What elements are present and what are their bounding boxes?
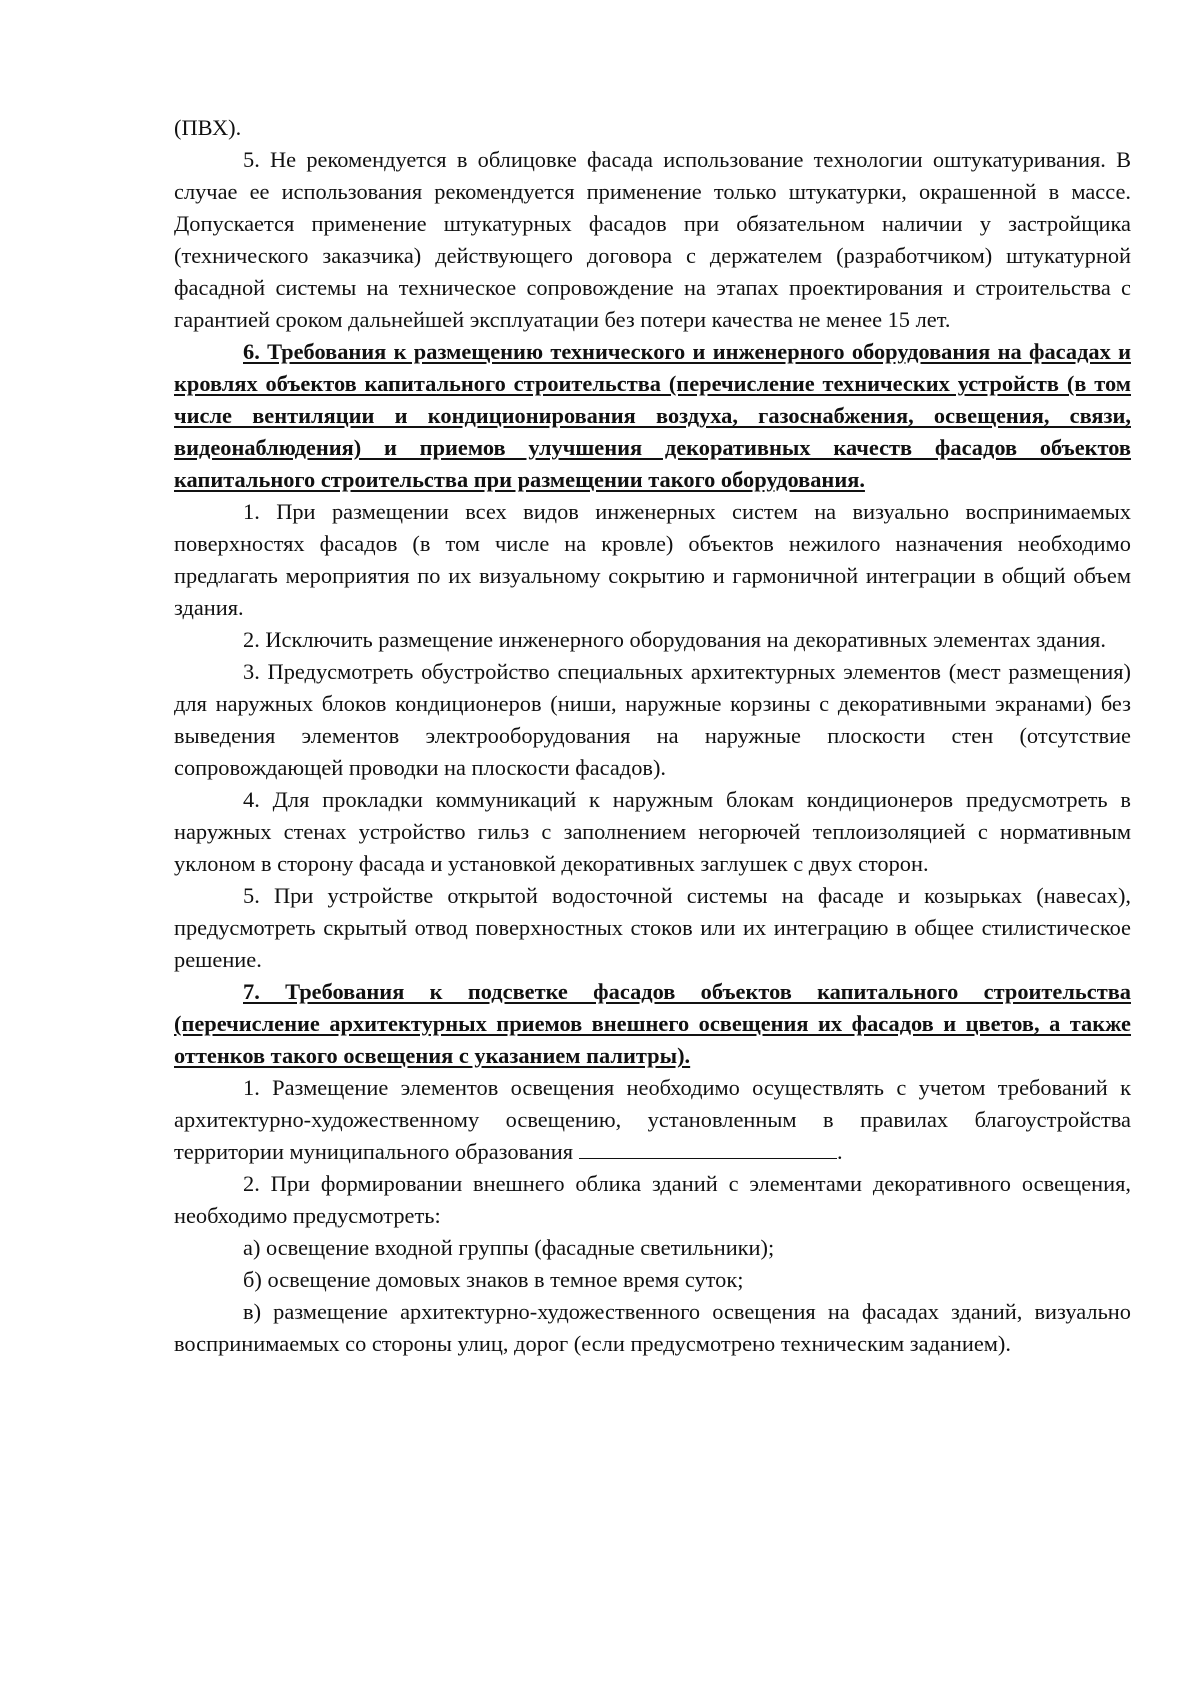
section-6-item-2: 2. Исключить размещение инженерного оборудования на декоративных элементах здания. xyxy=(243,627,1106,652)
section-6-item-4: 4. Для прокладки коммуникаций к наружным блокам кондиционеров предусмотреть в наружных стенах устройство гильз с заполнением негорючей теплоизоляцией с нормативным уклоном в сторону фасада и установкой декоративных заглушек с двух сторон. xyxy=(174,787,1131,876)
section-7-item-2-c: в) размещение архитектурно-художественного освещения на фасадах зданий, визуально воспринимаемых со стороны улиц, дорог (если предусмотрено техническим заданием). xyxy=(174,1299,1131,1356)
section-heading-6: 6. Требования к размещению технического и инженерного оборудования на фасадах и кровлях объектов капитального строительства (перечисление технических устройств (в том числе вентиляции и кондиционирования воздуха, газоснабжения, освещения, связи, видеонаблюдения) и приемов улучшения декоративных качеств фасадов объектов капитального строительства при размещении такого оборудования. xyxy=(174,339,1131,492)
section-6-item-5: 5. При устройстве открытой водосточной системы на фасаде и козырьках (навесах), предусмотреть скрытый отвод поверхностных стоков или их интеграцию в общее стилистическое решение. xyxy=(174,883,1131,972)
section-7-item-2-b: б) освещение домовых знаков в темное время суток; xyxy=(243,1267,744,1292)
section-7-item-1-end: . xyxy=(837,1139,843,1164)
section-heading-7: 7. Требования к подсветке фасадов объектов капитального строительства (перечисление архитектурных приемов внешнего освещения их фасадов и цветов, а также оттенков такого освещения с указанием палитры). xyxy=(174,979,1131,1068)
blank-fill-line xyxy=(579,1136,837,1159)
section-6-item-1: 1. При размещении всех видов инженерных систем на визуально воспринимаемых поверхностях фасадов (в том числе на кровле) объектов нежилого назначения необходимо предлагать мероприятия по их визуальному сокрытию и гармоничной интеграции в общий объем здания. xyxy=(174,499,1131,620)
paragraph-continuation: (ПВХ). xyxy=(174,115,242,140)
section-7-item-1 xyxy=(174,1072,1131,1168)
document-page xyxy=(174,112,1131,1360)
section-7-item-1-text: 1. Размещение элементов освещения необходимо осуществлять с учетом требований к архитектурно-художественному освещению, установленным в правилах благоустройства территории муниципального образования xyxy=(174,1075,1131,1164)
section-7-item-2: 2. При формировании внешнего облика зданий с элементами декоративного освещения, необходимо предусмотреть: xyxy=(174,1171,1131,1228)
section-7-item-2-a: а) освещение входной группы (фасадные светильники); xyxy=(243,1235,775,1260)
section-6-item-3: 3. Предусмотреть обустройство специальных архитектурных элементов (мест размещения) для наружных блоков кондиционеров (ниши, наружные корзины с декоративными экранами) без выведения элементов электрооборудования на наружные плоскости стен (отсутствие сопровождающей проводки на плоскости фасадов). xyxy=(174,659,1131,780)
paragraph-item-5: 5. Не рекомендуется в облицовке фасада использование технологии оштукатуривания. В случае ее использования рекомендуется применение только штукатурки, окрашенной в массе. Допускается применение штукатурных фасадов при обязательном наличии у застройщика (технического заказчика) действующего договора с держателем (разработчиком) штукатурной фасадной системы на техническое сопровождение на этапах проектирования и строительства с гарантией сроком дальнейшей эксплуатации без потери качества не менее 15 лет. xyxy=(174,147,1131,332)
